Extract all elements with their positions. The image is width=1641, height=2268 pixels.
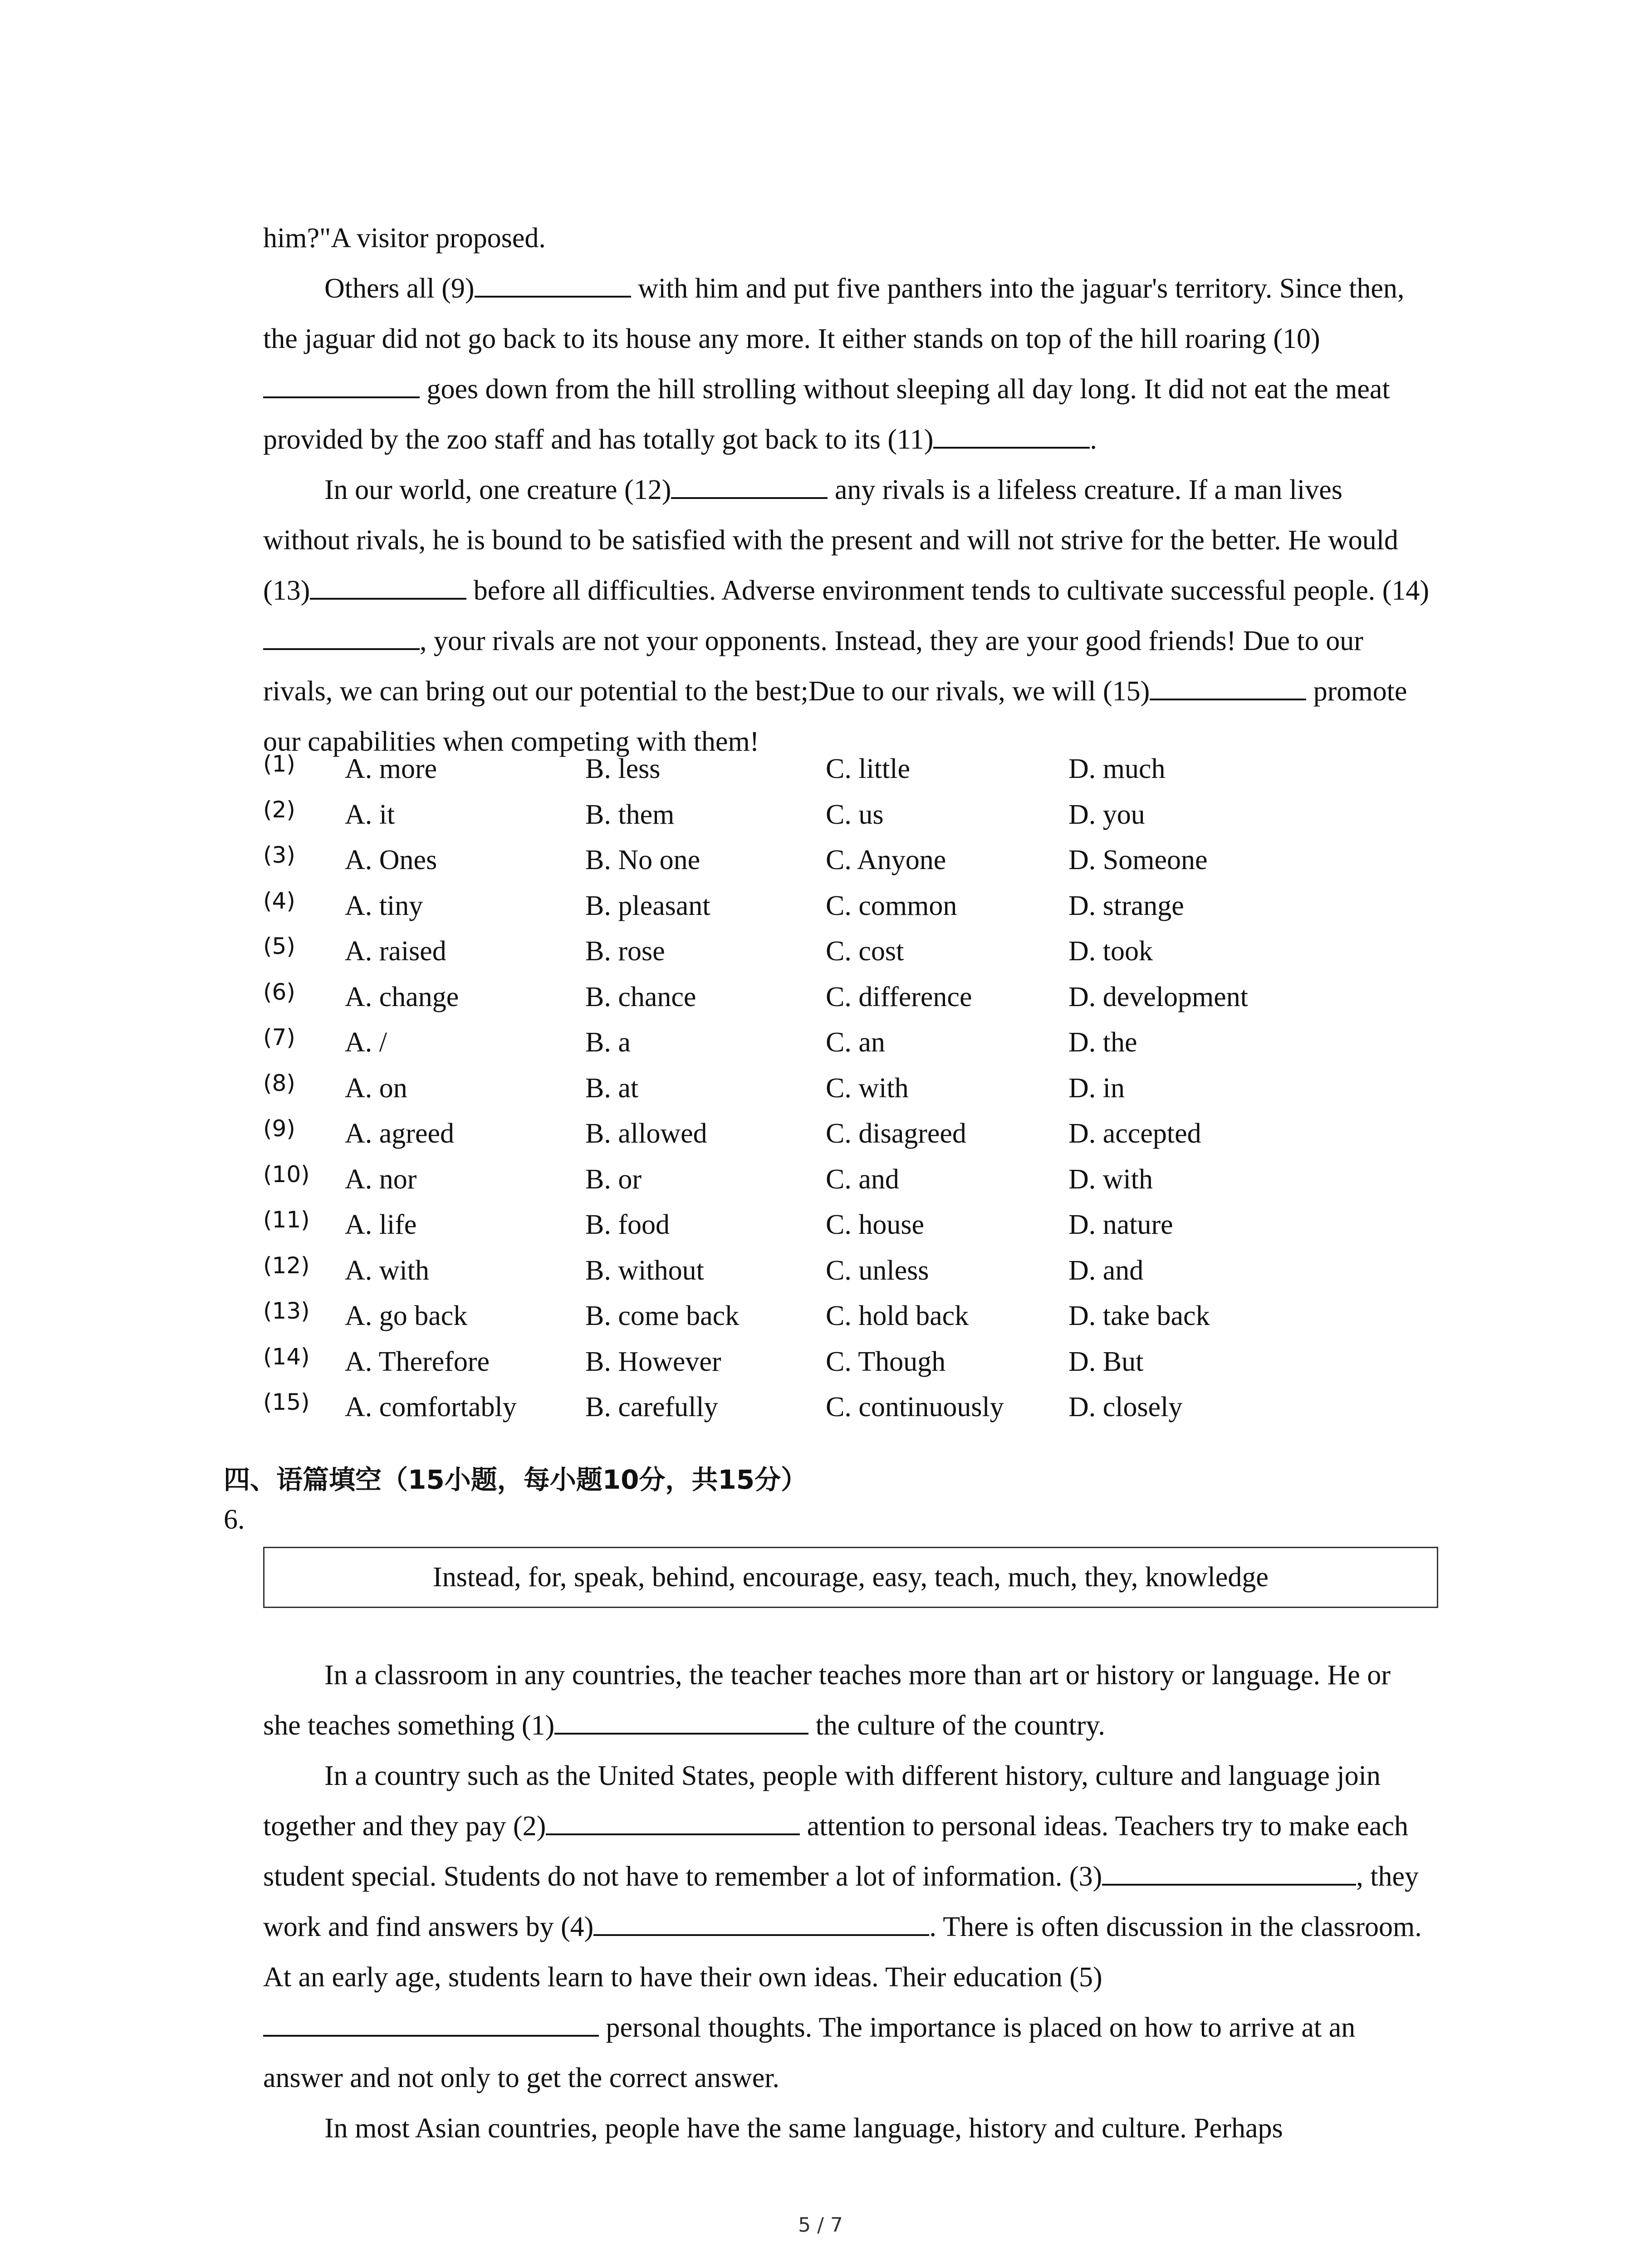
option-choice-a[interactable]: A. change bbox=[345, 981, 459, 1012]
option-choice-d[interactable]: D. nature bbox=[1068, 1209, 1173, 1240]
option-number: (6) bbox=[263, 978, 295, 1005]
option-choice-a[interactable]: A. life bbox=[345, 1209, 417, 1240]
option-choice-b[interactable]: B. less bbox=[585, 753, 661, 784]
paragraph-text: , they work and find answers by (4) bbox=[263, 1861, 1419, 1942]
answer-blank[interactable] bbox=[671, 470, 828, 499]
option-choice-d[interactable]: D. much bbox=[1068, 753, 1166, 784]
option-choice-c[interactable]: C. common bbox=[826, 890, 957, 921]
option-choice-b[interactable]: B. However bbox=[585, 1346, 721, 1377]
option-choice-c[interactable]: C. and bbox=[826, 1163, 899, 1195]
option-choice-c[interactable]: C. house bbox=[826, 1209, 924, 1240]
option-choice-a[interactable]: A. tiny bbox=[345, 890, 423, 921]
answer-blank[interactable] bbox=[1102, 1857, 1356, 1886]
option-choice-c[interactable]: C. us bbox=[826, 799, 884, 830]
option-choice-c[interactable]: C. disagreed bbox=[826, 1118, 966, 1149]
option-choice-a[interactable]: A. raised bbox=[345, 936, 446, 967]
option-choice-b[interactable]: B. come back bbox=[585, 1300, 740, 1331]
option-number: (8) bbox=[263, 1070, 295, 1096]
option-choice-d[interactable]: D. Someone bbox=[1068, 845, 1208, 875]
paragraph-text: with him and put five panthers into the jaguar's territory. Since then, the jaguar did not go back to its house any more. It either stands on top of the hill roaring (10) bbox=[263, 273, 1405, 354]
option-choice-d[interactable]: D. took bbox=[1068, 936, 1153, 967]
option-choice-b[interactable]: B. chance bbox=[585, 981, 696, 1012]
answer-blank[interactable] bbox=[263, 369, 420, 398]
paragraph-text: In our world, one creature (12) bbox=[324, 474, 671, 505]
paragraph-text: . There is often discussion in the classroom. At an early age, students learn to have their own ideas. Their education (5) bbox=[263, 1911, 1422, 1993]
option-choice-b[interactable]: B. a bbox=[585, 1027, 631, 1058]
option-number: (12) bbox=[263, 1252, 310, 1279]
option-choice-c[interactable]: C. cost bbox=[826, 936, 904, 967]
option-number: (13) bbox=[263, 1298, 310, 1324]
option-choice-d[interactable]: D. closely bbox=[1068, 1392, 1183, 1422]
paragraph-text: In a classroom in any countries, the teacher teaches more than art or history or language. He or she teaches something (1) bbox=[263, 1660, 1391, 1741]
option-choice-d[interactable]: D. accepted bbox=[1068, 1118, 1201, 1149]
option-choice-a[interactable]: A. Ones bbox=[345, 845, 437, 875]
page-number: 5 / 7 bbox=[798, 2214, 843, 2237]
option-choice-d[interactable]: D. But bbox=[1068, 1346, 1144, 1377]
option-choice-a[interactable]: A. on bbox=[345, 1072, 407, 1104]
option-number: (11) bbox=[263, 1207, 310, 1233]
option-choice-c[interactable]: C. with bbox=[826, 1072, 909, 1104]
option-choice-b[interactable]: B. them bbox=[585, 799, 675, 830]
paragraph-text: any rivals is a lifeless creature. If a man lives without rivals, he is bound to be satisfied with the present and will not strive for the better. He would (13) bbox=[263, 474, 1398, 606]
option-choice-d[interactable]: D. and bbox=[1068, 1255, 1144, 1286]
paragraph-text: promote our capabilities when competing with them! bbox=[263, 676, 1407, 757]
question-number: 6. bbox=[224, 1504, 245, 1535]
paragraph-text: attention to personal ideas. Teachers try to make each student special. Students do not have to remember a lot of information. (3) bbox=[263, 1811, 1408, 1892]
option-choice-b[interactable]: B. No one bbox=[585, 845, 700, 875]
word-bank-box bbox=[263, 1547, 1438, 1608]
option-choice-a[interactable]: A. it bbox=[345, 799, 395, 830]
answer-blank[interactable] bbox=[1150, 671, 1306, 700]
paragraph bbox=[263, 213, 1434, 264]
option-choice-a[interactable]: A. nor bbox=[345, 1163, 417, 1195]
option-number: (4) bbox=[263, 887, 295, 914]
option-choice-b[interactable]: B. or bbox=[585, 1163, 642, 1195]
paragraph bbox=[263, 1650, 1434, 1751]
option-choice-c[interactable]: C. an bbox=[826, 1027, 885, 1058]
option-choice-b[interactable]: B. food bbox=[585, 1209, 670, 1240]
paragraph bbox=[263, 2103, 1434, 2154]
option-choice-c[interactable]: C. little bbox=[826, 753, 910, 784]
option-number: (7) bbox=[263, 1024, 295, 1051]
option-choice-b[interactable]: B. carefully bbox=[585, 1392, 718, 1422]
option-choice-c[interactable]: C. continuously bbox=[826, 1392, 1004, 1422]
option-choice-a[interactable]: A. with bbox=[345, 1255, 429, 1286]
option-choice-a[interactable]: A. agreed bbox=[345, 1118, 454, 1149]
option-choice-b[interactable]: B. rose bbox=[585, 936, 665, 967]
paragraph-text: personal thoughts. The importance is placed on how to arrive at an answer and not only to get the correct answer. bbox=[263, 2012, 1356, 2093]
option-choice-c[interactable]: C. hold back bbox=[826, 1300, 969, 1331]
option-number: (3) bbox=[263, 842, 295, 868]
option-choice-d[interactable]: D. in bbox=[1068, 1072, 1125, 1104]
paragraph bbox=[263, 264, 1434, 465]
paragraph-text: him?"A visitor proposed. bbox=[263, 223, 546, 254]
option-number: (5) bbox=[263, 933, 295, 959]
answer-blank[interactable] bbox=[546, 1806, 800, 1835]
option-number: (14) bbox=[263, 1343, 310, 1370]
option-number: (10) bbox=[263, 1161, 310, 1188]
option-choice-d[interactable]: D. the bbox=[1068, 1027, 1137, 1058]
option-number: (9) bbox=[263, 1115, 295, 1142]
option-choice-d[interactable]: D. with bbox=[1068, 1163, 1153, 1195]
option-choice-d[interactable]: D. take back bbox=[1068, 1300, 1210, 1331]
option-choice-b[interactable]: B. at bbox=[585, 1072, 639, 1104]
paragraph bbox=[263, 1751, 1434, 2103]
paragraph-text: before all difficulties. Adverse environment tends to cultivate successful people. (14) bbox=[466, 575, 1430, 606]
option-choice-c[interactable]: C. Anyone bbox=[826, 845, 946, 875]
option-choice-a[interactable]: A. / bbox=[345, 1027, 387, 1058]
paragraph-text: Others all (9) bbox=[324, 273, 475, 304]
option-choice-a[interactable]: A. more bbox=[345, 753, 437, 784]
option-choice-b[interactable]: B. without bbox=[585, 1255, 704, 1286]
option-choice-b[interactable]: B. allowed bbox=[585, 1118, 707, 1149]
option-choice-a[interactable]: A. go back bbox=[345, 1300, 468, 1331]
option-choice-a[interactable]: A. Therefore bbox=[345, 1346, 490, 1377]
passage-one bbox=[263, 213, 1434, 767]
word-bank-text: Instead, for, speak, behind, encourage, easy, teach, much, they, knowledge bbox=[433, 1562, 1269, 1593]
option-number: (15) bbox=[263, 1389, 310, 1415]
answer-blank[interactable] bbox=[593, 1907, 929, 1936]
option-number: (1) bbox=[263, 751, 295, 777]
paragraph-text: In a country such as the United States, people with different history, culture and language join together and they pay (2) bbox=[263, 1760, 1381, 1842]
option-choice-c[interactable]: C. Though bbox=[826, 1346, 946, 1377]
option-choice-b[interactable]: B. pleasant bbox=[585, 890, 710, 921]
answer-blank[interactable] bbox=[263, 621, 420, 650]
paragraph-text: the culture of the country. bbox=[808, 1710, 1105, 1741]
answer-blank[interactable] bbox=[554, 1706, 808, 1735]
section-title: 四、语篇填空（15小题，每小题10分，共15分） bbox=[224, 1464, 808, 1495]
option-number: (2) bbox=[263, 796, 295, 823]
paragraph-text: In most Asian countries, people have the same language, history and culture. Perhaps bbox=[324, 2113, 1283, 2144]
paragraph-text: goes down from the hill strolling without sleeping all day long. It did not eat the meat provided by the zoo staff and has totally got back to its (11) bbox=[263, 374, 1390, 455]
option-choice-d[interactable]: D. strange bbox=[1068, 890, 1184, 921]
paragraph bbox=[263, 465, 1434, 767]
option-choice-d[interactable]: D. you bbox=[1068, 799, 1145, 830]
option-choice-a[interactable]: A. comfortably bbox=[345, 1392, 517, 1422]
answer-blank[interactable] bbox=[475, 269, 631, 298]
passage-two bbox=[263, 1650, 1434, 2154]
answer-blank[interactable] bbox=[263, 2008, 599, 2037]
answer-blank[interactable] bbox=[310, 571, 466, 600]
option-choice-d[interactable]: D. development bbox=[1068, 981, 1249, 1012]
paragraph-text: , your rivals are not your opponents. Instead, they are your good friends! Due to our rivals, we can bring out our potential to the best;Due to our rivals, we will (15) bbox=[263, 626, 1363, 707]
answer-blank[interactable] bbox=[933, 420, 1090, 449]
paragraph-text: . bbox=[1090, 424, 1097, 455]
option-choice-c[interactable]: C. unless bbox=[826, 1255, 929, 1286]
option-choice-c[interactable]: C. difference bbox=[826, 981, 972, 1012]
